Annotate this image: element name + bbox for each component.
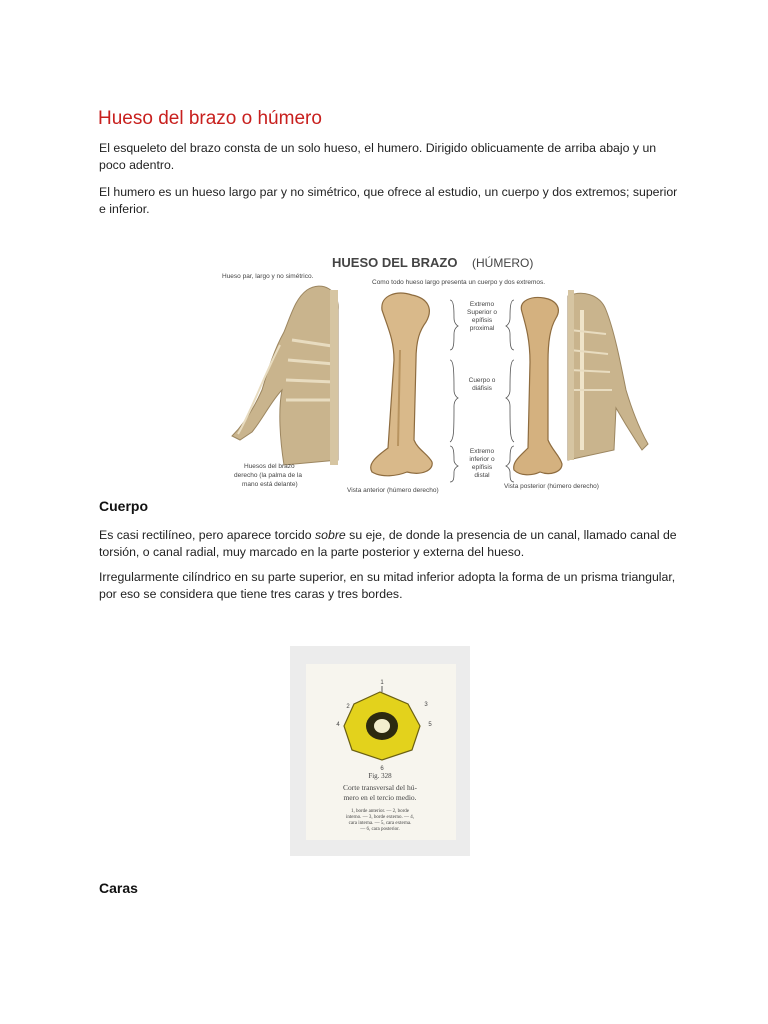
label-lower-4: distal: [474, 472, 490, 479]
label-lower-1: Extremo: [469, 448, 495, 455]
anterior-skeleton-figure: [232, 286, 338, 465]
marker-4: 4: [336, 722, 340, 728]
marker-3: 3: [424, 702, 428, 708]
figure2-legend-4: — 6, cara posterior.: [360, 827, 400, 832]
humerus-figure: [222, 250, 652, 498]
figure1-caption-left-1: Huesos del brazo: [244, 463, 295, 470]
figure1-caption-left-2: derecho (la palma de la: [234, 472, 302, 479]
figure1-title-paren: (HÚMERO): [472, 256, 534, 270]
figure1-note-center: Como todo hueso largo presenta un cuerpo y dos extremos.: [372, 279, 546, 286]
heading-cuerpo: Cuerpo: [99, 498, 148, 514]
figure1-note-left: Hueso par, largo y no simétrico.: [222, 273, 314, 280]
figure1-caption-anterior: Vista anterior (húmero derecho): [347, 487, 439, 494]
intro-paragraph-1: El esqueleto del brazo consta de un solo hueso, el humero. Dirigido oblicuamente de arriba abajo y un poco adentro.: [99, 141, 657, 172]
cuerpo-paragraph-1: [99, 527, 679, 561]
cuerpo-p1-text-b: su eje, de donde la presencia de un canal, llamado canal de torsión, o canal radial, muy marcado en la parte posterior y externa del hueso.: [99, 528, 677, 559]
figure2-label: Fig. 328: [368, 772, 392, 780]
label-lower-2: inferior o: [469, 456, 495, 463]
label-upper-2: Superior o: [467, 309, 497, 316]
figure2-legend-3: cara interna. — 5, cara externa.: [348, 821, 412, 826]
label-upper-3: epífisis: [471, 317, 493, 324]
page-title: Hueso del brazo o húmero: [98, 108, 322, 129]
figure1-title: HUESO DEL BRAZO: [332, 255, 458, 270]
figure1-caption-left-3: mano está delante): [242, 481, 298, 488]
marker-2: 2: [346, 704, 350, 710]
label-body-2: diáfisis: [472, 385, 492, 392]
posterior-skeleton-figure: [568, 290, 648, 460]
cuerpo-paragraph-2: Irregularmente cilíndrico en su parte superior, en su mitad inferior adopta la forma de un prisma triangular, por eso se considera que tiene tres caras y tres bordes.: [99, 570, 676, 601]
figure2-legend-2: interno. — 3, borde externo. — 4,: [345, 815, 415, 820]
label-upper-4: proximal: [469, 325, 495, 332]
figure1-caption-posterior: Vista posterior (húmero derecho): [504, 483, 599, 490]
cuerpo-p1-text-a: Es casi rectilíneo, pero aparece torcido: [99, 528, 315, 542]
figure2-caption-2: mero en el tercio medio.: [343, 793, 417, 802]
marker-5: 5: [428, 722, 432, 728]
humerus-posterior-bone: [514, 298, 562, 475]
marker-1: 1: [380, 680, 384, 686]
figure2-legend-1: 1, borde anterior. — 2, borde: [350, 809, 410, 814]
cross-section-figure: [290, 646, 470, 856]
humerus-anterior-bone: [371, 293, 433, 476]
marker-6: 6: [380, 766, 384, 772]
cuerpo-p1-emphasis: sobre: [315, 528, 346, 542]
label-upper-1: Extremo: [469, 301, 495, 308]
label-body-1: Cuerpo o: [468, 377, 496, 384]
label-lower-3: epífisis: [471, 464, 493, 471]
intro-paragraph-2: El humero es un hueso largo par y no simétrico, que ofrece al estudio, un cuerpo y dos extremos; superior e inferior.: [99, 185, 678, 216]
figure2-caption-1: Corte transversal del hú-: [343, 783, 417, 792]
heading-caras: Caras: [99, 880, 138, 896]
